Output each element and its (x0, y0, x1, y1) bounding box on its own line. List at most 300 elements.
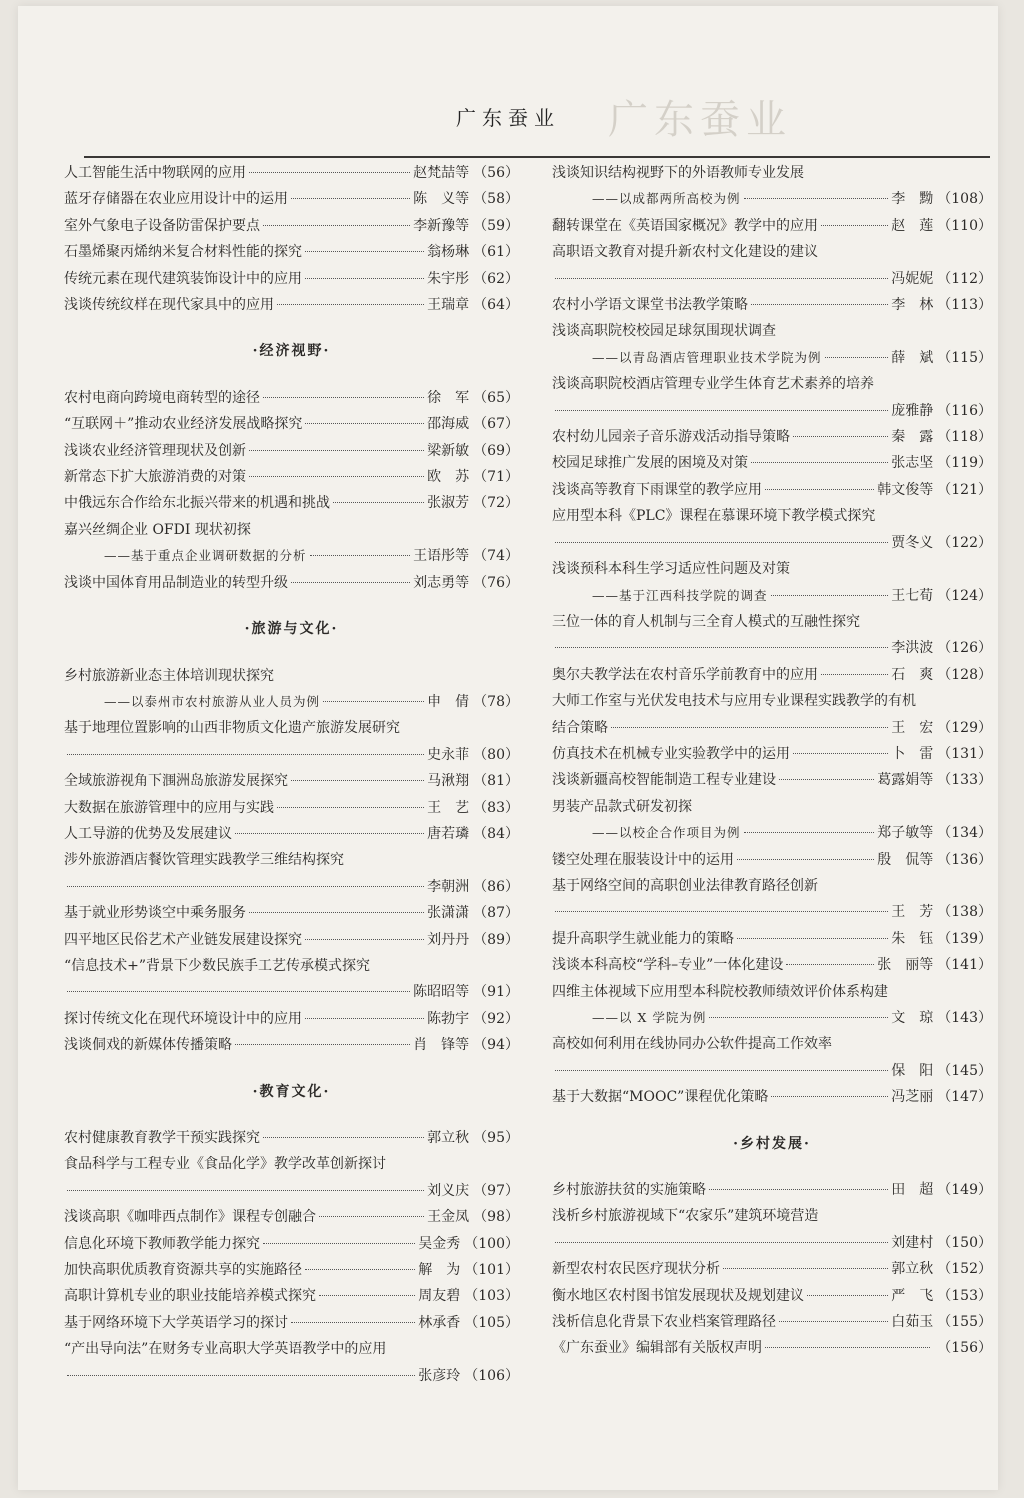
toc-entry-title-line: 涉外旅游酒店餐饮管理实践教学三维结构探究 (64, 852, 344, 869)
toc-entry[interactable] (552, 345, 992, 371)
toc-entry-page: （155） (937, 1314, 992, 1331)
toc-entry[interactable] (552, 266, 992, 292)
toc-entry-author: 张淑芳 (427, 495, 470, 512)
leader-dots (793, 436, 888, 437)
toc-entry-author: 周友碧 (418, 1288, 461, 1305)
toc-entry[interactable] (64, 239, 519, 265)
toc-entry[interactable] (64, 795, 519, 821)
toc-entry-author: 李 黝 (891, 191, 934, 208)
toc-entry-author: 李 林 (891, 297, 934, 314)
toc-entry-page: （119） (937, 455, 992, 472)
toc-entry-page: （89） (473, 931, 519, 948)
toc-entry-page: （59） (473, 217, 519, 234)
toc-entry-subtitle: ——以青岛酒店管理职业技术学院为例 (592, 349, 822, 365)
leader-dots (779, 779, 874, 780)
leader-dots (305, 1269, 415, 1270)
toc-entry-subtitle: ——基于江西科技学院的调查 (592, 587, 768, 603)
leader-dots (305, 939, 424, 940)
toc-entry[interactable] (64, 821, 519, 847)
toc-entry-page: （141） (937, 957, 992, 974)
toc-entry-page: （153） (937, 1287, 992, 1304)
toc-entry-title: 全域旅游视角下涠洲岛旅游发展探究 (64, 773, 288, 790)
toc-entry-title: 提升高职学生就业能力的策略 (552, 930, 734, 947)
toc-entry-title: 结合策略 (552, 719, 608, 736)
toc-entry[interactable] (64, 438, 519, 464)
toc-entry-title-line: 浅谈高职院校校园足球氛围现状调查 (552, 323, 776, 340)
toc-entry-title: 高职计算机专业的职业技能培养模式探究 (64, 1288, 316, 1305)
toc-entry-title: 浅谈高职《咖啡西点制作》课程专创融合 (64, 1209, 316, 1226)
toc-entry[interactable] (552, 424, 992, 450)
toc-entry-title: 浅谈中国体育用品制造业的转型升级 (64, 574, 288, 591)
leader-dots (291, 1322, 415, 1323)
toc-entry[interactable] (64, 1178, 519, 1204)
toc-entry[interactable] (552, 1058, 992, 1084)
toc-entry[interactable] (64, 411, 519, 437)
toc-entry-title: 探讨传统文化在现代环境设计中的应用 (64, 1010, 302, 1027)
toc-entry-page: （138） (937, 904, 992, 921)
toc-entry-page: （56） (473, 165, 519, 181)
toc-entry[interactable] (552, 398, 992, 424)
toc-entry-author: 陈 义等 (413, 191, 470, 208)
leader-dots (709, 1189, 888, 1190)
toc-entry-title-line: “信息技术+”背景下少数民族手工艺传承模式探究 (64, 957, 371, 974)
toc-entry-page: （136） (937, 851, 992, 868)
toc-entry-author: 吴金秀 (418, 1235, 461, 1252)
toc-entry-author: 唐若璘 (427, 825, 470, 842)
toc-entry-author: 冯妮妮 (891, 270, 934, 287)
toc-entry[interactable] (552, 741, 992, 767)
toc-entry-subtitle: ——以泰州市农村旅游从业人员为例 (104, 693, 321, 709)
toc-entry-author: 刘志勇等 (413, 574, 470, 591)
toc-entry-page: （98） (473, 1209, 519, 1226)
toc-entry-title: 大数据在旅游管理中的应用与实践 (64, 799, 274, 816)
toc-entry[interactable] (552, 292, 992, 318)
leader-dots (305, 1018, 424, 1019)
toc-entry-title: 蓝牙存储器在农业应用设计中的运用 (64, 191, 288, 208)
toc-entry-author: 李新豫等 (413, 217, 470, 234)
leader-dots (751, 304, 888, 305)
toc-entry-page: （71） (473, 469, 519, 486)
leader-dots (235, 833, 424, 834)
toc-entry-title: 新型农村农民医疗现状分析 (552, 1261, 720, 1278)
toc-entry-page: （80） (473, 746, 519, 763)
toc-entry-title: 镂空处理在服装设计中的运用 (552, 851, 734, 868)
toc-entry-page: （145） (937, 1062, 992, 1079)
toc-entry-subtitle: ——以成都两所高校为例 (592, 191, 741, 207)
toc-entry-page: （143） (937, 1010, 992, 1026)
toc-entry-page: （64） (473, 297, 519, 314)
toc-entry-author: 王 艺 (427, 799, 470, 816)
toc-entry-page: （106） (464, 1367, 519, 1384)
toc-entry-author: 郭立秋 (427, 1130, 470, 1146)
toc-entry-author: 张 丽等 (877, 957, 934, 974)
toc-entry[interactable] (552, 1256, 992, 1282)
toc-entry-title-line: 嘉兴丝绸企业 OFDI 现状初探 (64, 521, 251, 538)
toc-entry-author: 王金凤 (427, 1209, 470, 1226)
toc-entry-title-line: 四维主体视域下应用型本科院校教师绩效评价体系构建 (552, 983, 888, 1000)
toc-entry-page: （118） (937, 429, 992, 446)
toc-entry-author: 韩文俊等 (877, 481, 934, 498)
toc-entry[interactable] (64, 900, 519, 926)
toc-entry[interactable] (552, 213, 992, 239)
toc-entry-author: 刘义庆 (427, 1182, 470, 1199)
toc-entry-page: （156） (937, 1340, 992, 1357)
toc-entry-author: 翁杨琳 (427, 244, 470, 261)
toc-entry-author: 张潇潇 (427, 905, 470, 922)
toc-entry-author: 郑子敏等 (877, 825, 934, 842)
leader-dots (291, 780, 424, 781)
toc-entry-author: 马湫翔 (427, 773, 470, 790)
toc-entry-page: （105） (464, 1314, 519, 1331)
leader-dots (771, 1096, 888, 1097)
toc-entry[interactable] (64, 186, 519, 212)
toc-entry-title: 新常态下扩大旅游消费的对策 (64, 469, 246, 486)
toc-entry-author: 史永菲 (427, 746, 470, 763)
toc-entry-page: （112） (937, 270, 992, 287)
toc-entry-title: 基于大数据“MOOC”课程优化策略 (552, 1089, 769, 1106)
toc-entry-page: （108） (937, 191, 992, 208)
toc-entry-page: （95） (473, 1130, 519, 1146)
toc-entry[interactable] (64, 1125, 519, 1151)
toc-entry[interactable] (552, 583, 992, 609)
leader-dots (277, 807, 424, 808)
toc-entry-author: 申 倩 (427, 693, 470, 710)
leader-dots (825, 357, 889, 358)
toc-entry[interactable] (64, 1204, 519, 1230)
toc-entry[interactable] (64, 689, 519, 715)
toc-entry[interactable] (552, 847, 992, 873)
leader-dots (765, 1347, 930, 1348)
toc-entry[interactable] (64, 160, 519, 186)
toc-entry[interactable] (64, 490, 519, 516)
ghost-journal-title: 广东蚕业 (608, 97, 792, 143)
toc-entry[interactable] (552, 1283, 992, 1309)
toc-entry[interactable] (64, 1310, 519, 1336)
toc-entry-author: 朱宇彤 (427, 270, 470, 287)
toc-entry-author: 白茹玉 (891, 1314, 934, 1331)
toc-entry-subtitle: ——基于重点企业调研数据的分析 (104, 548, 307, 564)
toc-entry-page: （139） (937, 930, 992, 947)
toc-entry[interactable] (64, 1231, 519, 1257)
toc-entry-author: 赵梵喆等 (413, 165, 470, 181)
toc-entry-title-line: 三位一体的育人机制与三全育人模式的互融性探究 (552, 613, 860, 630)
toc-entry-page: （100） (464, 1235, 519, 1252)
leader-dots (737, 938, 888, 939)
toc-entry-title: 浅谈侗戏的新媒体传播策略 (64, 1037, 232, 1054)
toc-entry[interactable] (552, 899, 992, 925)
section-heading-economy: ·经济视野· (252, 343, 331, 360)
toc-entry-title: 奥尔夫教学法在农村音乐学前教育中的应用 (552, 666, 818, 683)
toc-entry-title: 四平地区民俗艺术产业链发展建设探究 (64, 931, 302, 948)
toc-entry[interactable] (64, 1006, 519, 1032)
leader-dots (263, 1137, 424, 1138)
leader-dots (249, 912, 424, 913)
toc-entry-title: 基于就业形势谈空中乘务服务 (64, 905, 246, 922)
leader-dots (793, 753, 888, 754)
leader-dots (67, 754, 424, 755)
toc-entry-title: 中俄远东合作给东北振兴带来的机遇和挑战 (64, 495, 330, 512)
leader-dots (263, 225, 410, 226)
toc-entry-title: 农村健康教育教学干预实践探究 (64, 1130, 260, 1146)
toc-left-column (64, 160, 519, 1389)
toc-entry-author: 林承香 (418, 1314, 461, 1331)
toc-entry-page: （67） (473, 416, 519, 433)
toc-entry-title-line: “产出导向法”在财务专业高职大学英语教学中的应用 (64, 1341, 387, 1358)
toc-entry-title: 浅谈高等教育下雨课堂的教学应用 (552, 481, 762, 498)
toc-entry-title: 浅谈农业经济管理现状及创新 (64, 442, 246, 459)
leader-dots (305, 251, 424, 252)
toc-entry-author: 肖 锋等 (413, 1037, 470, 1054)
leader-dots (249, 476, 424, 477)
toc-entry-author: 卜 雷 (891, 745, 934, 762)
toc-entry-title: 浅谈新疆高校智能制造工程专业建设 (552, 772, 776, 789)
toc-entry[interactable] (552, 662, 992, 688)
toc-entry-title-line: 乡村旅游新业态主体培训现状探究 (64, 667, 274, 684)
toc-entry-page: （110） (937, 217, 992, 234)
toc-entry-page: （74） (473, 548, 519, 565)
toc-entry-author: 王 宏 (891, 719, 934, 736)
leader-dots (771, 595, 889, 596)
toc-entry-page: （124） (937, 587, 992, 604)
toc-entry-author: 徐 军 (427, 389, 470, 406)
toc-entry-page: （152） (937, 1261, 992, 1278)
toc-entry[interactable] (552, 1177, 992, 1203)
toc-entry-author: 陈勃宇 (427, 1010, 470, 1027)
toc-entry-title: 农村小学语文课堂书法教学策略 (552, 297, 748, 314)
toc-entry-title-line: 基于网络空间的高职创业法律教育路径创新 (552, 877, 818, 894)
toc-right-column (552, 160, 992, 1362)
leader-dots (305, 278, 424, 279)
toc-entry-title: 衡水地区农村图书馆发展现状及规划建议 (552, 1287, 804, 1304)
toc-entry-title: 石墨烯聚丙烯纳米复合材料性能的探究 (64, 244, 302, 261)
leader-dots (263, 1243, 415, 1244)
leader-dots (737, 859, 874, 860)
leader-dots (709, 1017, 888, 1018)
leader-dots (67, 886, 424, 887)
toc-entry-page: （122） (937, 534, 992, 551)
toc-entry-title: 浅谈本科高校“学科–专业”一体化建设 (552, 957, 784, 974)
toc-entry-title: 校园足球推广发展的困境及对策 (552, 455, 748, 472)
toc-entry-page: （94） (473, 1037, 519, 1054)
toc-entry-author: 田 超 (891, 1182, 934, 1199)
toc-entry-page: （113） (937, 297, 992, 314)
toc-entry[interactable] (64, 874, 519, 900)
toc-entry-author: 郭立秋 (891, 1261, 934, 1278)
toc-entry-page: （83） (473, 799, 519, 816)
leader-dots (319, 1295, 415, 1296)
toc-entry[interactable] (552, 1309, 992, 1335)
toc-entry-page: （87） (473, 905, 519, 922)
toc-entry[interactable] (64, 1283, 519, 1309)
leader-dots (249, 172, 410, 173)
toc-entry-author: 梁新敏 (427, 442, 470, 459)
toc-entry-author: 薛 斌 (891, 349, 934, 366)
toc-entry-page: （150） (937, 1234, 992, 1251)
toc-entry[interactable] (552, 715, 992, 741)
leader-dots (310, 555, 411, 556)
toc-entry-page: （101） (464, 1262, 519, 1279)
toc-entry[interactable] (552, 952, 992, 978)
toc-entry-page: （76） (473, 574, 519, 591)
toc-entry-author: 张志坚 (891, 455, 934, 472)
leader-dots (821, 674, 888, 675)
toc-entry-page: （133） (937, 772, 992, 789)
leader-dots (67, 1190, 424, 1191)
toc-entry-page: （131） (937, 745, 992, 762)
toc-entry[interactable] (552, 1230, 992, 1256)
toc-entry-title: 加快高职优质教育资源共享的实施路径 (64, 1262, 302, 1279)
toc-entry[interactable] (552, 767, 992, 793)
toc-entry-title: 《广东蚕业》编辑部有关版权声明 (552, 1340, 762, 1357)
toc-entry[interactable] (64, 213, 519, 239)
toc-entry-page: （65） (473, 389, 519, 406)
leader-dots (305, 423, 424, 424)
toc-entry[interactable] (552, 926, 992, 952)
toc-entry-title-line: 大师工作室与光伏发电技术与应用专业课程实践教学的有机 (552, 693, 916, 710)
toc-entry-title-line: 高职语文教育对提升新农村文化建设的建议 (552, 244, 818, 261)
leader-dots (263, 397, 424, 398)
toc-entry-page: （78） (473, 693, 519, 710)
toc-entry-page: （134） (937, 825, 992, 842)
toc-entry-title-line: 男装产品款式研发初探 (552, 798, 692, 815)
toc-entry-page: （69） (473, 442, 519, 459)
section-heading-tourism: ·旅游与文化· (244, 621, 339, 638)
leader-dots (277, 304, 424, 305)
toc-entry[interactable] (64, 1032, 519, 1058)
section-heading-rural: ·乡村发展· (733, 1135, 811, 1152)
leader-dots (744, 832, 875, 833)
toc-entry[interactable] (552, 530, 992, 556)
leader-dots (723, 1268, 888, 1269)
toc-entry[interactable] (64, 385, 519, 411)
toc-entry-title-line: 食品科学与工程专业《食品化学》教学改革创新探讨 (64, 1156, 386, 1173)
toc-entry-title-line: 应用型本科《PLC》课程在慕课环境下教学模式探究 (552, 508, 876, 525)
toc-entry-title: 浅谈传统纹样在现代家具中的应用 (64, 297, 274, 314)
toc-entry[interactable] (64, 266, 519, 292)
toc-entry-author: 张彦玲 (418, 1367, 461, 1384)
toc-entry-author: 欧 苏 (427, 469, 470, 486)
toc-entry-page: （92） (473, 1010, 519, 1027)
toc-entry-author: 冯芝丽 (891, 1089, 934, 1106)
toc-entry-author: 王七荀 (891, 587, 934, 604)
leader-dots (821, 225, 888, 226)
toc-entry-page: （126） (937, 640, 992, 657)
toc-entry-title: 翻转课堂在《英语国家概况》教学中的应用 (552, 217, 818, 234)
leader-dots (333, 502, 424, 503)
toc-entry-title-line: 高校如何利用在线协同办公软件提高工作效率 (552, 1036, 832, 1053)
toc-entry-page: （62） (473, 270, 519, 287)
toc-entry[interactable] (64, 292, 519, 318)
toc-entry[interactable] (64, 464, 519, 490)
toc-entry[interactable] (552, 1084, 992, 1110)
toc-entry-author: 李朝洲 (427, 878, 470, 895)
toc-entry-author: 王瑞章 (427, 297, 470, 314)
toc-entry[interactable] (64, 1257, 519, 1283)
toc-entry-title: 人工导游的优势及发展建议 (64, 825, 232, 842)
toc-entry[interactable] (552, 635, 992, 661)
toc-entry[interactable] (64, 1363, 519, 1389)
toc-entry-page: （81） (473, 773, 519, 790)
toc-entry[interactable] (552, 820, 992, 846)
toc-entry-author: 王语彤等 (413, 548, 470, 565)
toc-entry-author: 朱 钰 (891, 930, 934, 947)
toc-entry-title: 农村电商向跨境电商转型的途径 (64, 389, 260, 406)
toc-entry-title: 信息化环境下教师教学能力探究 (64, 1235, 260, 1252)
toc-entry[interactable] (64, 768, 519, 794)
toc-entry-page: （147） (937, 1089, 992, 1106)
toc-entry-title: 仿真技术在机械专业实验教学中的运用 (552, 745, 790, 762)
toc-entry[interactable] (552, 477, 992, 503)
toc-entry-title-line: 浅谈知识结构视野下的外语教师专业发展 (552, 165, 804, 181)
toc-entry-author: 庞雅静 (891, 402, 934, 419)
toc-entry-author: 刘建村 (891, 1234, 934, 1251)
toc-entry[interactable] (552, 450, 992, 476)
leader-dots (807, 1295, 888, 1296)
toc-entry[interactable] (552, 186, 992, 212)
toc-entry[interactable] (552, 1335, 992, 1361)
toc-entry-author: 保 阳 (891, 1062, 934, 1079)
leader-dots (555, 278, 888, 279)
toc-entry-page: （129） (937, 719, 992, 736)
toc-entry-author: 李洪波 (891, 640, 934, 657)
toc-entry-page: （97） (473, 1182, 519, 1199)
leader-dots (765, 489, 874, 490)
toc-entry-title-line: 基于地理位置影响的山西非物质文化遗产旅游发展研究 (64, 720, 400, 737)
toc-entry[interactable] (552, 1005, 992, 1031)
toc-entry-page: （86） (473, 878, 519, 895)
leader-dots (323, 701, 424, 702)
toc-entry-author: 文 琼 (891, 1010, 934, 1026)
toc-entry-author: 葛露娟等 (877, 772, 934, 789)
toc-entry-title: 乡村旅游扶贫的实施策略 (552, 1182, 706, 1199)
leader-dots (249, 450, 424, 451)
toc-entry-title-line: 浅谈预科本科生学习适应性问题及对策 (552, 561, 790, 578)
toc-entry-title: 传统元素在现代建筑装饰设计中的应用 (64, 270, 302, 287)
toc-entry-title-line: 浅谈高职院校酒店管理专业学生体育艺术素养的培养 (552, 376, 874, 393)
section-heading-education: ·教育文化· (252, 1083, 331, 1100)
leader-dots (555, 1242, 888, 1243)
toc-entry-page: （115） (937, 349, 992, 366)
header-rule (84, 156, 990, 158)
leader-dots (235, 1044, 410, 1045)
toc-entry-author: 刘丹丹 (427, 931, 470, 948)
toc-entry-author: 王 芳 (891, 904, 934, 921)
leader-dots (291, 198, 410, 199)
toc-entry-title: 农村幼儿园亲子音乐游戏活动指导策略 (552, 429, 790, 446)
toc-entry[interactable] (64, 927, 519, 953)
leader-dots (751, 462, 888, 463)
toc-entry-subtitle: ——以校企合作项目为例 (592, 825, 741, 841)
leader-dots (744, 198, 889, 199)
toc-entry[interactable] (64, 979, 519, 1005)
leader-dots (555, 647, 888, 648)
toc-entry-page: （84） (473, 825, 519, 842)
toc-entry-page: （61） (473, 244, 519, 261)
leader-dots (291, 582, 410, 583)
toc-entry-author: 赵 莲 (891, 217, 934, 234)
toc-entry-page: （91） (473, 984, 519, 1001)
toc-entry-title: 人工智能生活中物联网的应用 (64, 165, 246, 181)
toc-entry[interactable] (64, 570, 519, 596)
toc-entry-author: 秦 露 (891, 429, 934, 446)
toc-entry-author: 石 爽 (891, 666, 934, 683)
toc-entry[interactable] (64, 742, 519, 768)
toc-entry-page: （103） (464, 1288, 519, 1305)
leader-dots (555, 1070, 888, 1071)
toc-entry[interactable] (64, 543, 519, 569)
toc-entry-title: 基于网络环境下大学英语学习的探讨 (64, 1314, 288, 1331)
toc-entry-page: （58） (473, 191, 519, 208)
